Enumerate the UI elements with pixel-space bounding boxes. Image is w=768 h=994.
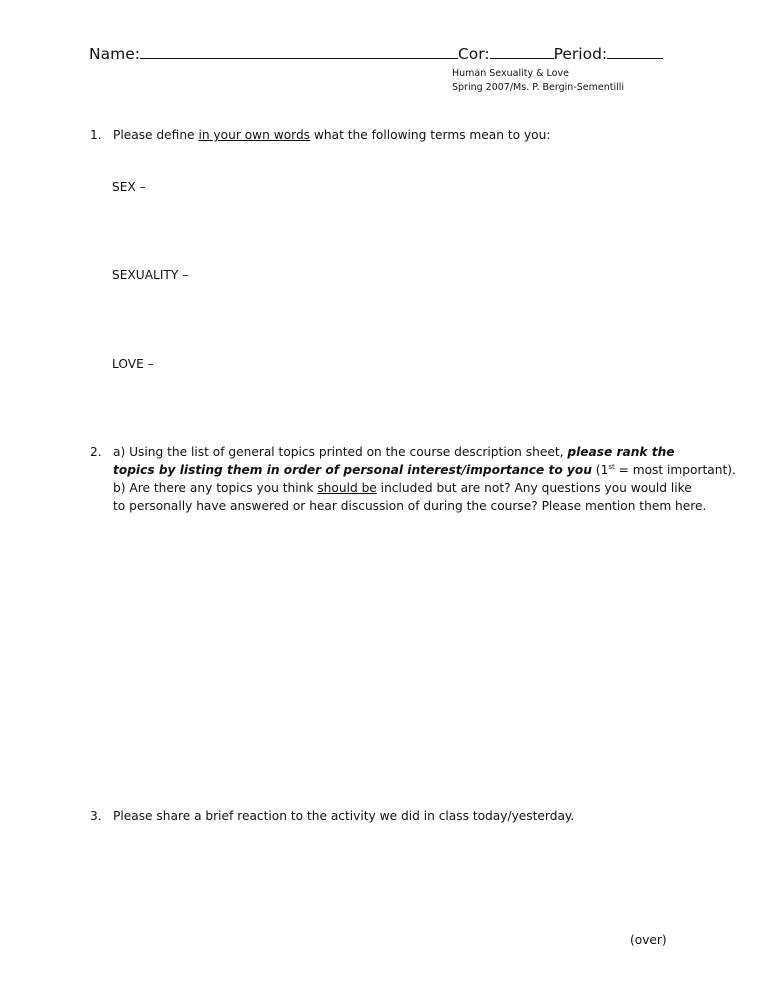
course-name: Human Sexuality & Love: [452, 68, 569, 79]
q2-line-2-bold: topics by listing them in order of personal interest/importance to you: [113, 463, 592, 477]
question-3: [90, 807, 575, 825]
question-2-number: 2.: [90, 445, 102, 459]
q2-line-2-after: = most important).: [614, 463, 736, 477]
q2-line-3-after: included but are not? Any questions you would like: [376, 481, 692, 495]
question-1-number: 1.: [90, 128, 102, 142]
period-label: Period:: [553, 45, 608, 63]
q2-line-4: to personally have answered or hear discussion of during the course? Please mention them here.: [113, 499, 707, 513]
term-love: LOVE –: [112, 357, 154, 371]
q2-line-2: [113, 461, 736, 479]
term-teacher: Spring 2007/Ms. P. Bergin-Sementilli: [452, 82, 625, 93]
term-sexuality: SEXUALITY –: [112, 268, 189, 282]
cor-blank: [490, 44, 554, 59]
q2-line-3-before: b) Are there any topics you think: [113, 481, 318, 495]
q2-line-2-paren: (1: [591, 463, 609, 477]
q1-text-underlined: in your own words: [198, 128, 311, 142]
q3-text: Please share a brief reaction to the activity we did in class today/yesterday.: [113, 809, 575, 823]
cor-label: Cor:: [457, 45, 490, 63]
name-blank: [140, 44, 458, 59]
term-sex: SEX –: [112, 180, 146, 194]
q2-line-3-underlined: should be: [317, 481, 377, 495]
q1-text-before: Please define: [113, 128, 199, 142]
over-note: (over): [630, 933, 667, 947]
q2-line-1: [113, 443, 713, 461]
name-label: Name:: [89, 45, 140, 63]
q2-line-2-sup: st: [608, 462, 615, 471]
q2-line-3: [113, 479, 713, 497]
q2-line-1-bold: please rank the: [567, 445, 675, 459]
question-2: [90, 443, 736, 515]
question-3-number: 3.: [90, 809, 102, 823]
q2-line-1-text: a) Using the list of general topics printed on the course description sheet,: [113, 445, 568, 459]
period-blank: [607, 44, 663, 59]
question-1: [90, 126, 551, 144]
header-fields: [89, 44, 669, 63]
q1-text-after: what the following terms mean to you:: [310, 128, 551, 142]
